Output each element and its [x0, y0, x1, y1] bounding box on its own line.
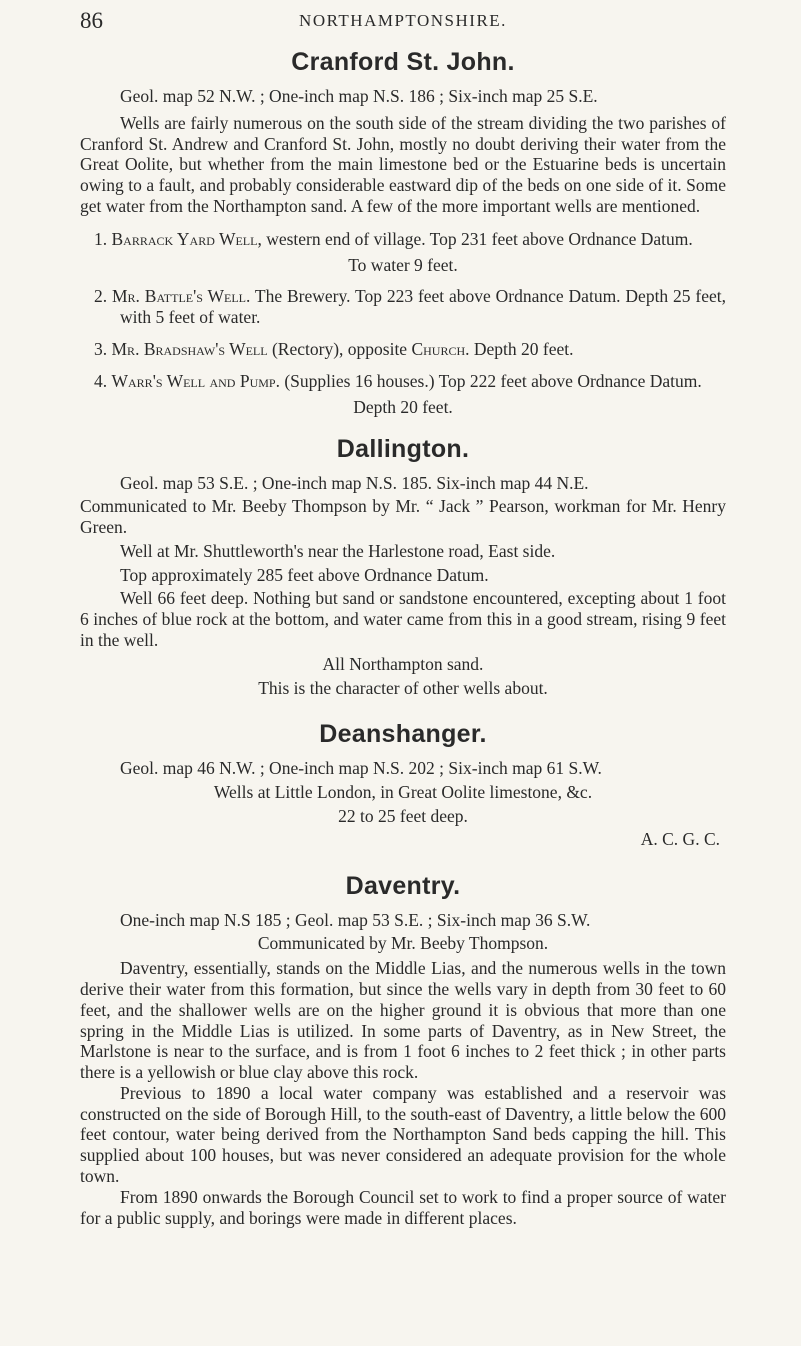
entry-number: 3.	[94, 338, 108, 359]
running-title: NORTHAMPTONSHIRE.	[299, 11, 507, 30]
well-entry-3	[80, 339, 726, 360]
well-description: (Supplies 16 houses.) Top 222 feet above Ordnance Datum.	[279, 370, 702, 391]
paragraph: 22 to 25 feet deep.	[338, 805, 468, 826]
paragraph: Communicated to Mr. Beeby Thompson by Mr. “ Jack ” Pearson, workman for Mr. Henry Green.	[80, 496, 726, 537]
well-note: To water 9 feet.	[348, 254, 458, 275]
section-title: Deanshanger.	[319, 720, 487, 749]
section-daventry	[80, 872, 726, 1229]
section-title: Daventry.	[345, 871, 461, 900]
paragraph: From 1890 onwards the Borough Council set to work to find a proper source of water for a public supply, and borings were made in different places.	[80, 1186, 726, 1228]
well-description: (Rectory), opposite	[267, 338, 412, 359]
paragraph: Top approximately 285 feet above Ordnance Datum.	[120, 564, 489, 585]
well-note: Depth 20 feet.	[353, 396, 453, 417]
signature: A. C. G. C.	[640, 828, 720, 849]
entry-number: 2.	[94, 286, 108, 307]
well-name: Barrack Yard Well,	[111, 228, 262, 249]
place-name: Church.	[411, 338, 470, 359]
section-deanshanger	[80, 720, 726, 849]
paragraph: Well at Mr. Shuttleworth's near the Harlestone road, East side.	[120, 540, 556, 561]
well-entry-1	[80, 229, 726, 250]
paragraph: Communicated by Mr. Beeby Thompson.	[257, 933, 549, 954]
paragraph: Daventry, essentially, stands on the Middle Lias, and the numerous wells in the town derive their water from this formation, but since the wells vary in depth from 30 feet to 60 feet, and the shallower wells are on the higher ground it is obvious that more than one spring in the Middle Lias is utilized. In some parts of Daventry, as in New Street, the Marlstone is near to the surface, and is from 1 foot 6 inches to 2 feet thick ; in other parts there is a yellowish or blue clay above this rock.	[80, 958, 726, 1083]
well-name: Warr's Well and Pump.	[111, 370, 280, 391]
entry-number: 1.	[94, 228, 108, 249]
well-description: western end of village. Top 231 feet above Ordnance Datum.	[261, 228, 693, 249]
well-entry-4	[80, 371, 726, 392]
paragraph: Wells at Little London, in Great Oolite limestone, &c.	[213, 782, 593, 803]
map-references: Geol. map 46 N.W. ; One-inch map N.S. 202 ; Six-inch map 61 S.W.	[120, 758, 602, 779]
page-header	[80, 0, 726, 46]
section-title: Dallington.	[336, 435, 470, 464]
well-entry-2	[80, 286, 726, 328]
map-references: Geol. map 53 S.E. ; One-inch map N.S. 185. Six-inch map 44 N.E.	[120, 473, 589, 494]
paragraph: All Northampton sand.	[322, 653, 484, 674]
well-name: Mr. Battle's Well.	[111, 286, 251, 307]
map-references: One-inch map N.S 185 ; Geol. map 53 S.E. ; Six-inch map 36 S.W.	[120, 909, 591, 930]
well-description-cont: Depth 20 feet.	[469, 338, 574, 359]
well-description: The Brewery. Top 223 feet above Ordnance Datum. Depth 25 feet, with 5 feet of water.	[120, 286, 726, 328]
section-dallington	[80, 435, 726, 698]
section-title: Cranford St. John.	[291, 48, 515, 76]
well-name: Mr. Bradshaw's Well	[111, 338, 268, 359]
map-references: Geol. map 52 N.W. ; One-inch map N.S. 186 ; Six-inch map 25 S.E.	[120, 86, 598, 106]
paragraph: Previous to 1890 a local water company was established and a reservoir was constructed on the side of Borough Hill, to the south-east of Daventry, a little below the 600 feet contour, water being derived from the Northampton Sand beds capping the hill. This supplied about 100 houses, but was never considered an adequate provision for the whole town.	[80, 1082, 726, 1187]
entry-number: 4.	[94, 370, 108, 391]
intro-paragraph: Wells are fairly numerous on the south side of the stream dividing the two parishes of Cranford St. Andrew and Cranford St. John, mostly no doubt deriving their water from the Great Oolite, but whether from the main limestone bed or the Estuarine beds is uncertain owing to a fault, and probably considerable eastward dip of the beds on one side of it. Some get water from the Northampton sand. A few of the more important wells are mentioned.	[80, 112, 726, 216]
section-cranford	[80, 48, 726, 417]
page-number: 86	[80, 8, 103, 33]
paragraph: Well 66 feet deep. Nothing but sand or sandstone encountered, excepting about 1 foot 6 inches of blue rock at the bottom, and water came from this in a good stream, rising 9 feet in the well.	[80, 588, 726, 650]
paragraph: This is the character of other wells about.	[258, 677, 548, 698]
